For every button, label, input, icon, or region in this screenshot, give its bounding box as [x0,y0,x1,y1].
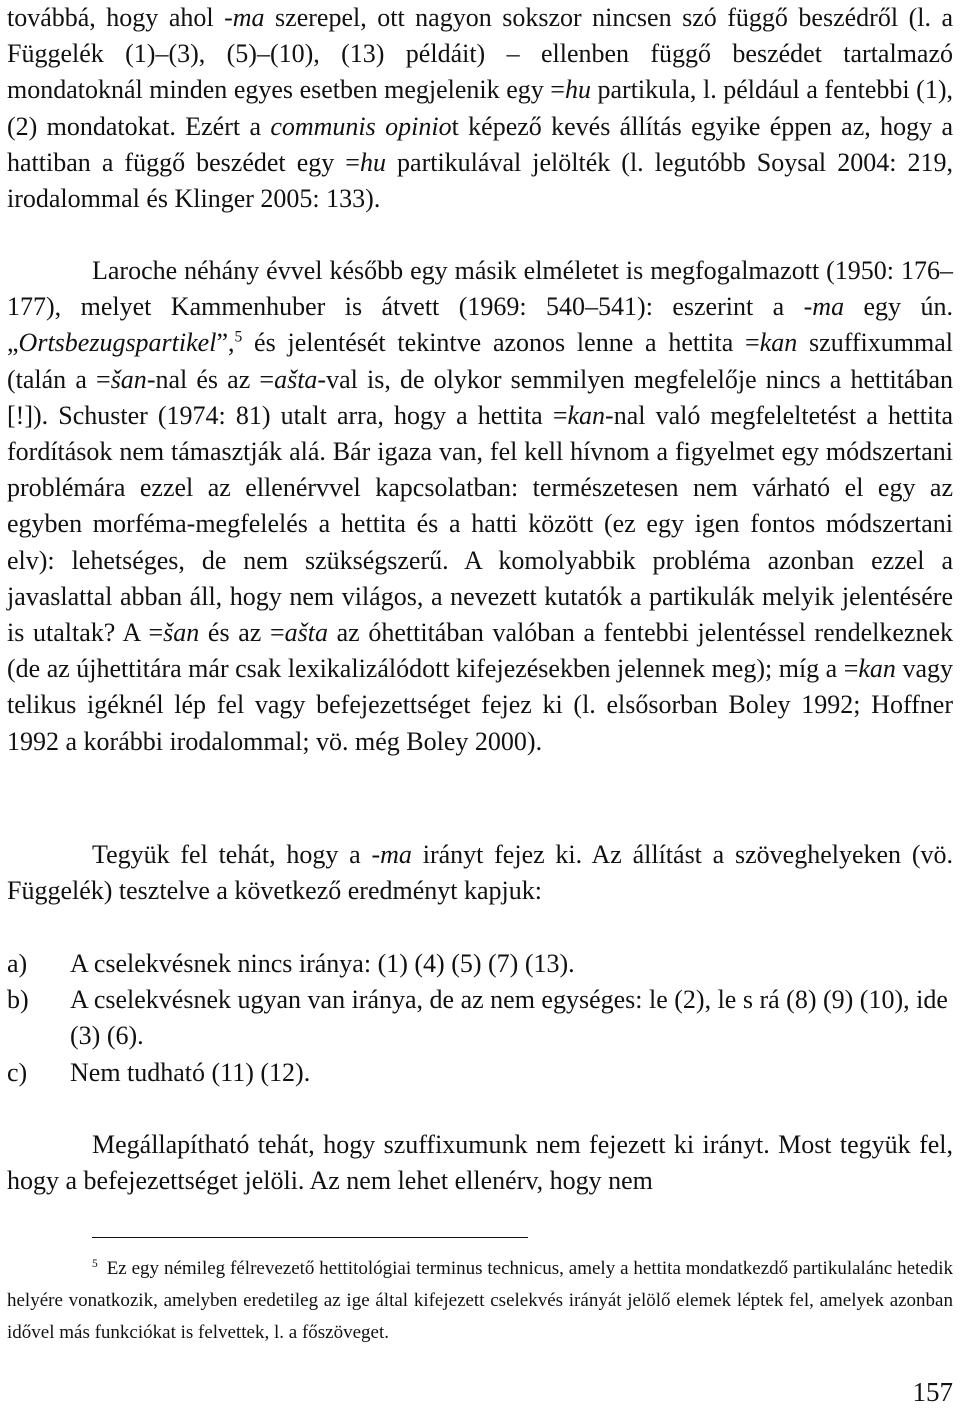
paragraph-text [7,253,953,760]
italic-term: ma [380,840,412,869]
text-segment: ”, [216,328,235,358]
text-segment: és jelentését tekintve azonos lenne a hettita = [242,328,760,358]
paragraph-2 [7,253,953,760]
text-segment: vagy telikus igéknél lép fel vagy befejezettséget fejez ki (l. elsősorban Boley 1992; Hoffner 1992 a korábbi irodalommal; vö. még Boley 2000). [7,654,953,756]
result-list [7,946,953,1091]
list-marker: c) [7,1057,28,1087]
text-segment: Laroche néhány évvel később egy másik elméletet is megfogalmazott (1950: 176–177), melyet Kammenhuber is átvett (1969: 540–541): eszerint a - [7,256,953,322]
list-item-c [7,1055,953,1091]
list-item-a [7,946,953,982]
text-segment: -val is, de olykor semmilyen megfelelője nincs a hettitában [!]). Schuster (1974: 81) utalt arra, hogy a hettita = [7,364,954,430]
list-marker: b) [7,985,29,1015]
list-marker: a) [7,949,28,978]
text-segment: továbbá, hogy ahol - [7,3,233,32]
text-segment: -nal való megfeleltetést a hettita fordítások nem támasztják alá. Bár igaza van, fel kell hívnom a figyelmet egy módszertani problémára ezzel az ellenérvvel kapcsolatban: természetesen nem várható el egy az egyben morféma-megfelelés a hettita és a hatti között (ez egy igen fontos módszertani elv): lehetséges, de nem szükségszerű. A komolyabbik probléma azonban ezzel a javaslattal abban áll, hogy nem világos, a nevezett kutatók a partikulák melyik jelentésére is utaltak? A = [7,400,953,648]
italic-term: šan [110,364,147,394]
text-segment: t képező kevés állítás egyike éppen az, hogy a hattiban a függő beszédet egy = [7,111,953,177]
text-segment: Tegyük fel tehát, hogy a - [92,840,381,869]
paragraph-1 [7,0,953,217]
footnote-text-block [7,1253,953,1350]
list-item-text: A cselekvésnek nincs iránya: (1) (4) (5) (7) (13). [70,949,575,978]
paragraph-text [7,0,953,217]
italic-term: ašta [284,618,328,648]
paragraph-3 [7,837,953,909]
paragraph-text [7,837,953,909]
italic-term: Ortsbezugspartikel [18,328,217,358]
footnote-number: 5 [92,1257,98,1270]
italic-term: ma [812,292,845,322]
paragraph-text [7,1127,953,1199]
text-segment: szerepel, ott nagyon sokszor nincsen szó függő beszédről (l. a Függelék (1)–(3), (5)–(10), (13) példáit) – ellenben függő beszédet tartalmazó mondatoknál minden egyes esetben megjelenik egy = [7,3,953,105]
text-segment: irányt fejez ki. Az állítást a szöveghelyeken (vö. Függelék) tesztelve a következő eredményt kapjuk: [7,840,953,906]
footnote-divider [92,1237,528,1238]
footnote-text: Ez egy némileg félrevezető hettitológiai terminus technicus, amely a hettita mondatkezdő partikulalánc hetedik helyére vonatkozik, amelyben eredetileg az ige által kifejezett cselekvés irányát jelölő elemek léptek fel, amelyek azonban idővel más funkciókat is felvettek, l. a főszöveget. [7,1258,953,1344]
italic-term: ašta [274,364,318,394]
list-item-b [7,982,953,1054]
italic-term: communis opinio [270,111,452,141]
text-segment: az óhettitában valóban a fentebbi jelentéssel rendelkeznek (de az újhettitára már csak lexikalizálódott kifejezésekben jelennek meg); míg a = [7,618,954,684]
list-item-text: Nem tudható (11) (12). [70,1057,311,1087]
italic-term: kan [567,400,606,430]
text-segment: és az = [199,618,285,648]
list-item-text: A cselekvésnek ugyan van iránya, de az nem egységes: le (2), le s rá (8) (9) (10), ide (3) (6). [70,985,948,1051]
footnote [7,1253,953,1350]
text-segment: partikulával jelölték (l. legutóbb Soysal 2004: 219, irodalommal és Klinger 2005: 133). [7,147,953,214]
text-segment: Megállapítható tehát, hogy szuffixumunk nem fejezett ki irányt. Most tegyük fel, hogy a befejezettséget jelöli. Az nem lehet ellenérv, hogy nem [7,1130,953,1196]
page-number: 157 [912,1377,953,1407]
text-segment: szuffixummal (talán a = [7,328,953,394]
italic-term: ma [232,3,265,32]
paragraph-4 [7,1127,953,1199]
italic-term: hu [359,147,386,177]
footnote-reference: 5 [234,328,243,346]
italic-term: kan [759,328,798,358]
text-segment: -nal és az = [146,364,275,394]
text-segment: partikula, l. például a fentebbi (1), (2) mondatokat. Ezért a [7,75,953,141]
italic-term: kan [858,654,896,684]
text-segment: egy ún. „ [7,292,954,358]
italic-term: šan [163,618,200,648]
italic-term: hu [564,75,591,105]
